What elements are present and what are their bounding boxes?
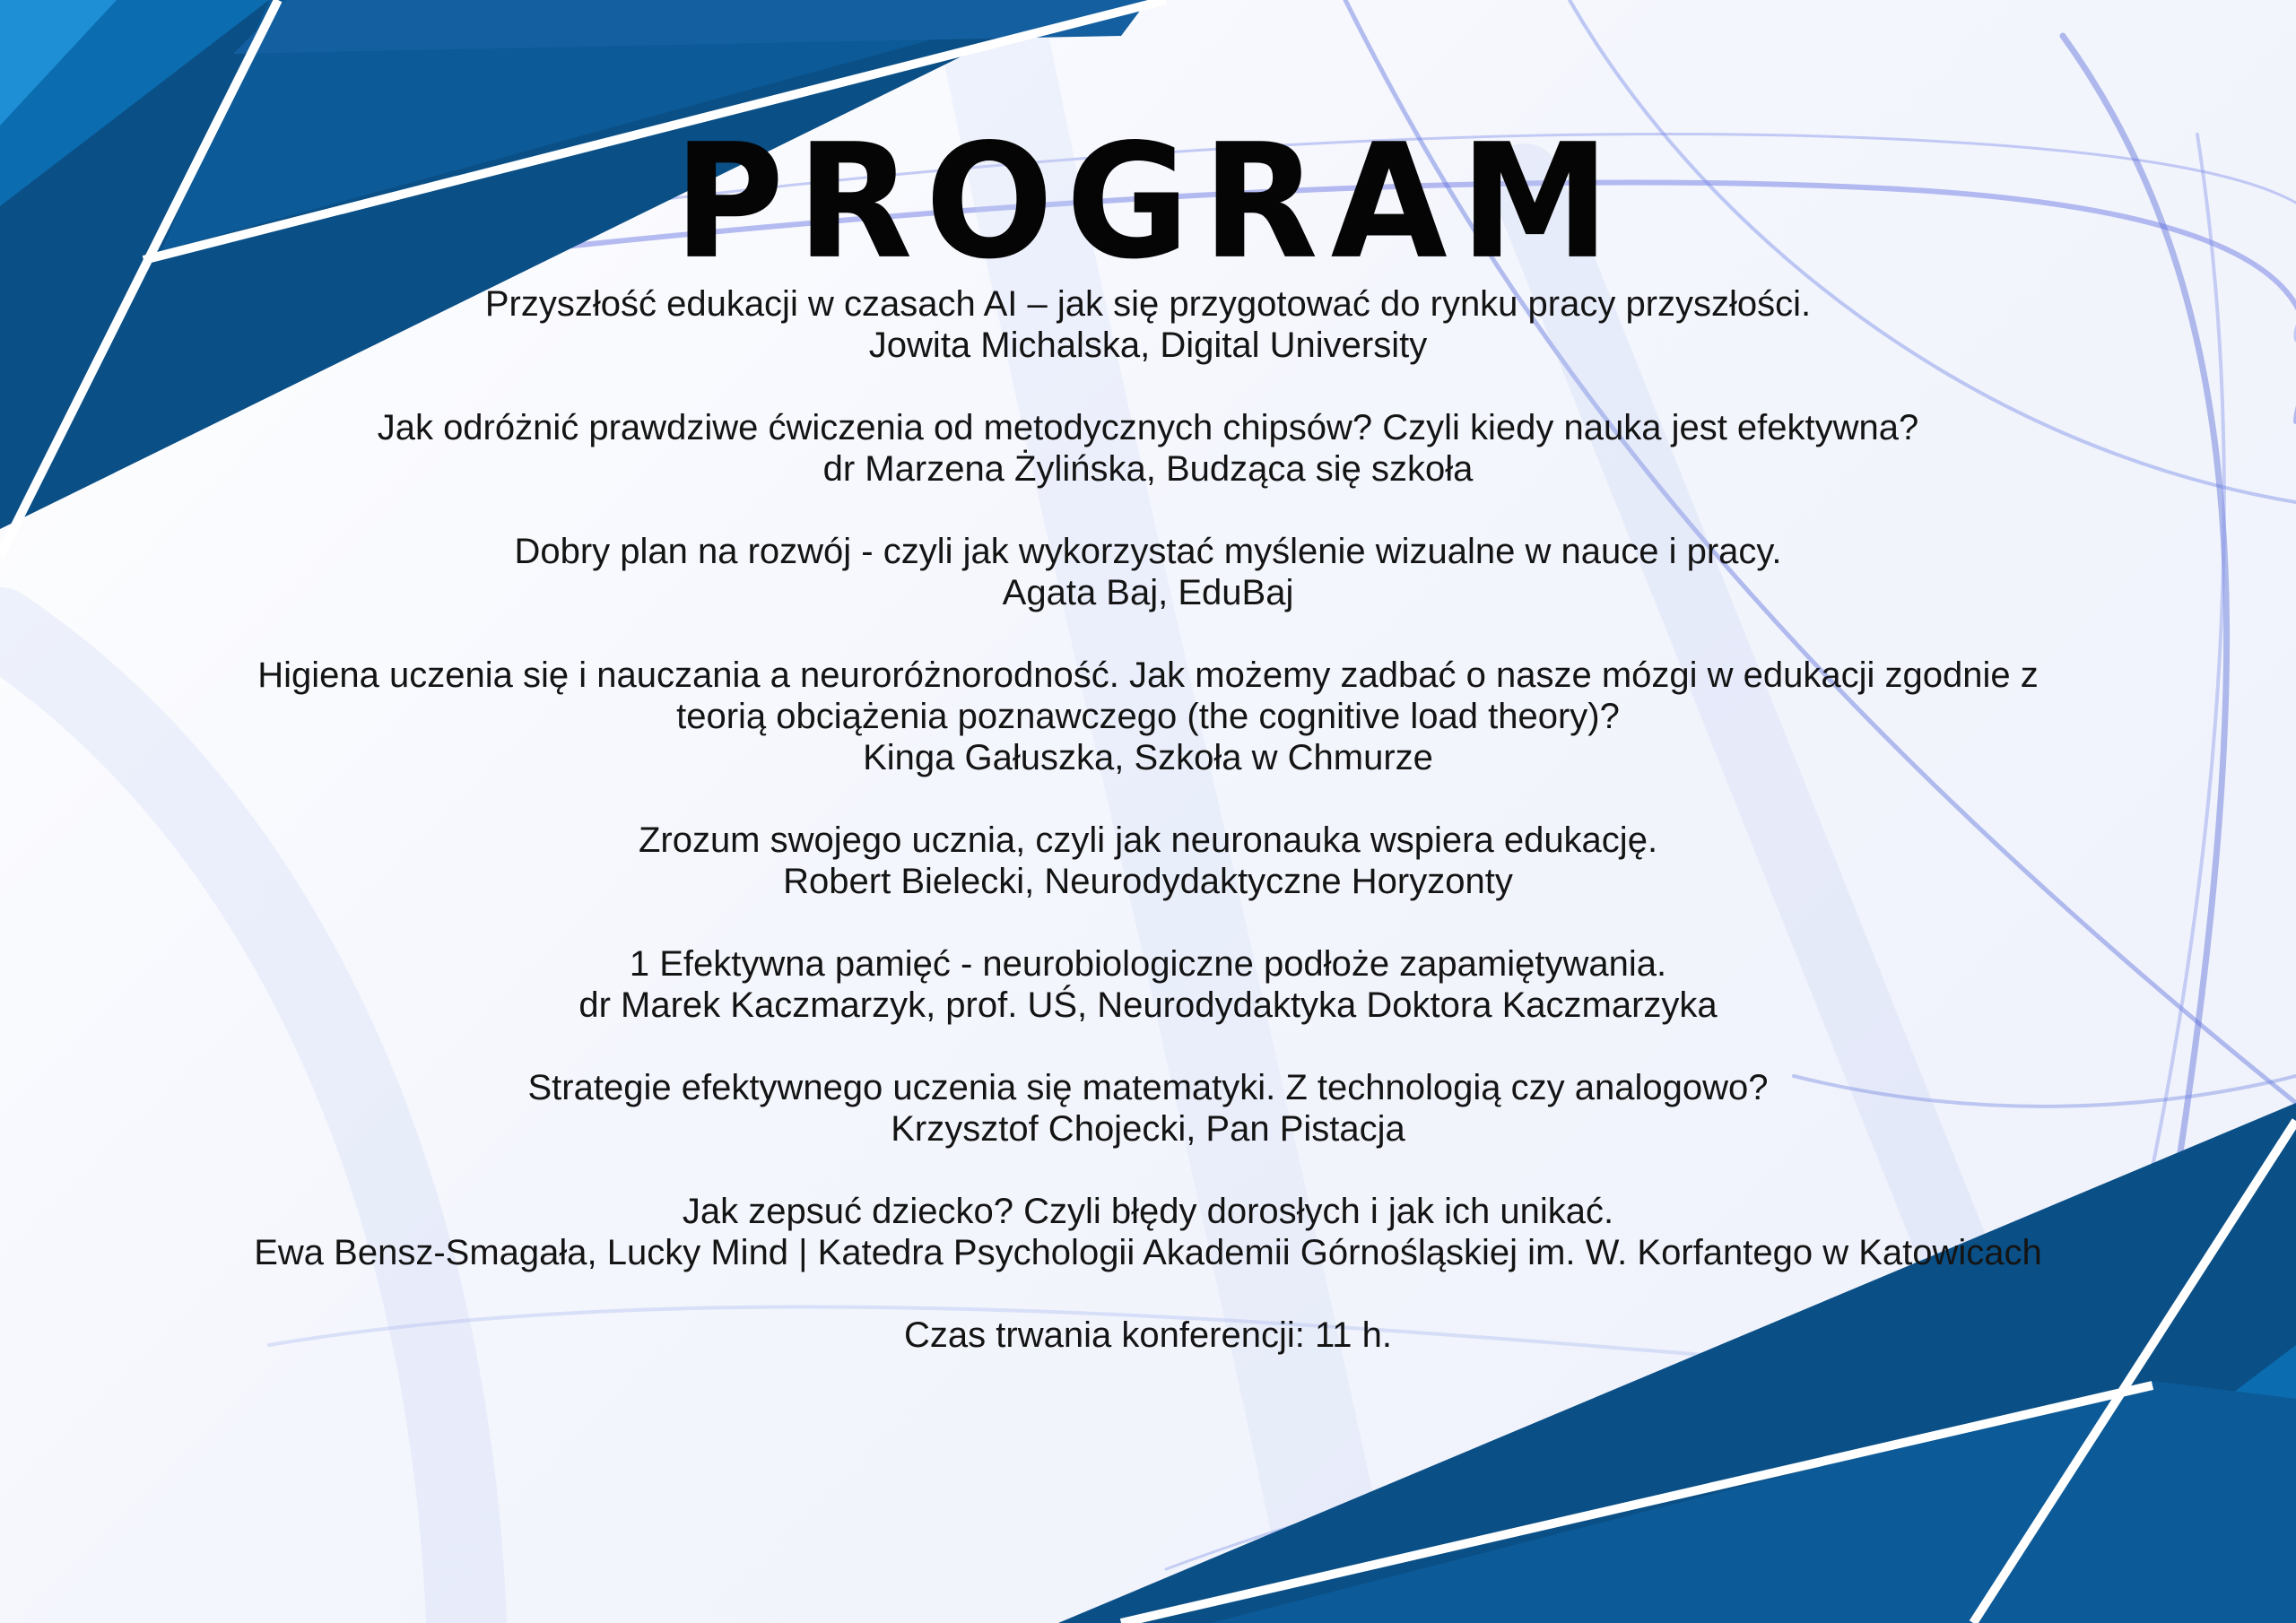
session-item <box>135 531 2161 613</box>
session-topic: Zrozum swojego ucznia, czyli jak neuronauka wspiera edukację. <box>638 820 1658 860</box>
session-speaker: Robert Bielecki, Neurodydaktyczne Horyzonty <box>783 862 1513 901</box>
session-item <box>135 1067 2161 1150</box>
session-topic: Dobry plan na rozwój - czyli jak wykorzystać myślenie wizualne w nauce i pracy. <box>514 532 1782 571</box>
session-speaker: Krzysztof Chojecki, Pan Pistacja <box>891 1109 1405 1149</box>
session-topic: 1 Efektywna pamięć - neurobiologiczne podłoże zapamiętywania. <box>629 944 1667 984</box>
session-item <box>135 820 2161 902</box>
session-list <box>135 283 2161 1273</box>
session-topic: Strategie efektywnego uczenia się matematyki. Z technologią czy analogowo? <box>527 1068 1769 1107</box>
session-topic: Jak zepsuć dziecko? Czyli błędy dorosłych i jak ich unikać. <box>682 1192 1614 1231</box>
session-item <box>135 1191 2161 1273</box>
session-speaker: Ewa Bensz-Smagała, Lucky Mind | Katedra Psychologii Akademii Górnośląskiej im. W. Korfantego w Katowicach <box>254 1233 2042 1272</box>
session-item <box>135 943 2161 1026</box>
session-speaker: Jowita Michalska, Digital University <box>868 325 1428 365</box>
session-speaker: Kinga Gałuszka, Szkoła w Chmurze <box>863 738 1433 777</box>
session-item <box>135 283 2161 366</box>
session-speaker: Agata Baj, EduBaj <box>1002 573 1294 612</box>
session-topic-continued: teorią obciążenia poznawczego (the cognitive load theory)? <box>676 697 1620 736</box>
session-topic: Przyszłość edukacji w czasach AI – jak się przygotować do rynku pracy przyszłości. <box>484 284 1812 324</box>
page-title: PROGRAM <box>674 109 1622 294</box>
session-speaker: dr Marek Kaczmarzyk, prof. UŚ, Neurodydaktyka Doktora Kaczmarzyka <box>578 985 1718 1025</box>
session-topic: Jak odróżnić prawdziwe ćwiczenia od metodycznych chipsów? Czyli kiedy nauka jest efektywna? <box>377 408 1919 447</box>
conference-duration: Czas trwania konferencji: 11 h. <box>904 1315 1392 1355</box>
session-speaker: dr Marzena Żylińska, Budząca się szkoła <box>822 449 1474 489</box>
session-topic: Higiena uczenia się i nauczania a neuroróżnorodność. Jak możemy zadbać o nasze mózgi w edukacji zgodnie z <box>257 655 2039 695</box>
session-item <box>135 407 2161 490</box>
session-item <box>135 655 2161 778</box>
program-content <box>135 109 2161 1356</box>
